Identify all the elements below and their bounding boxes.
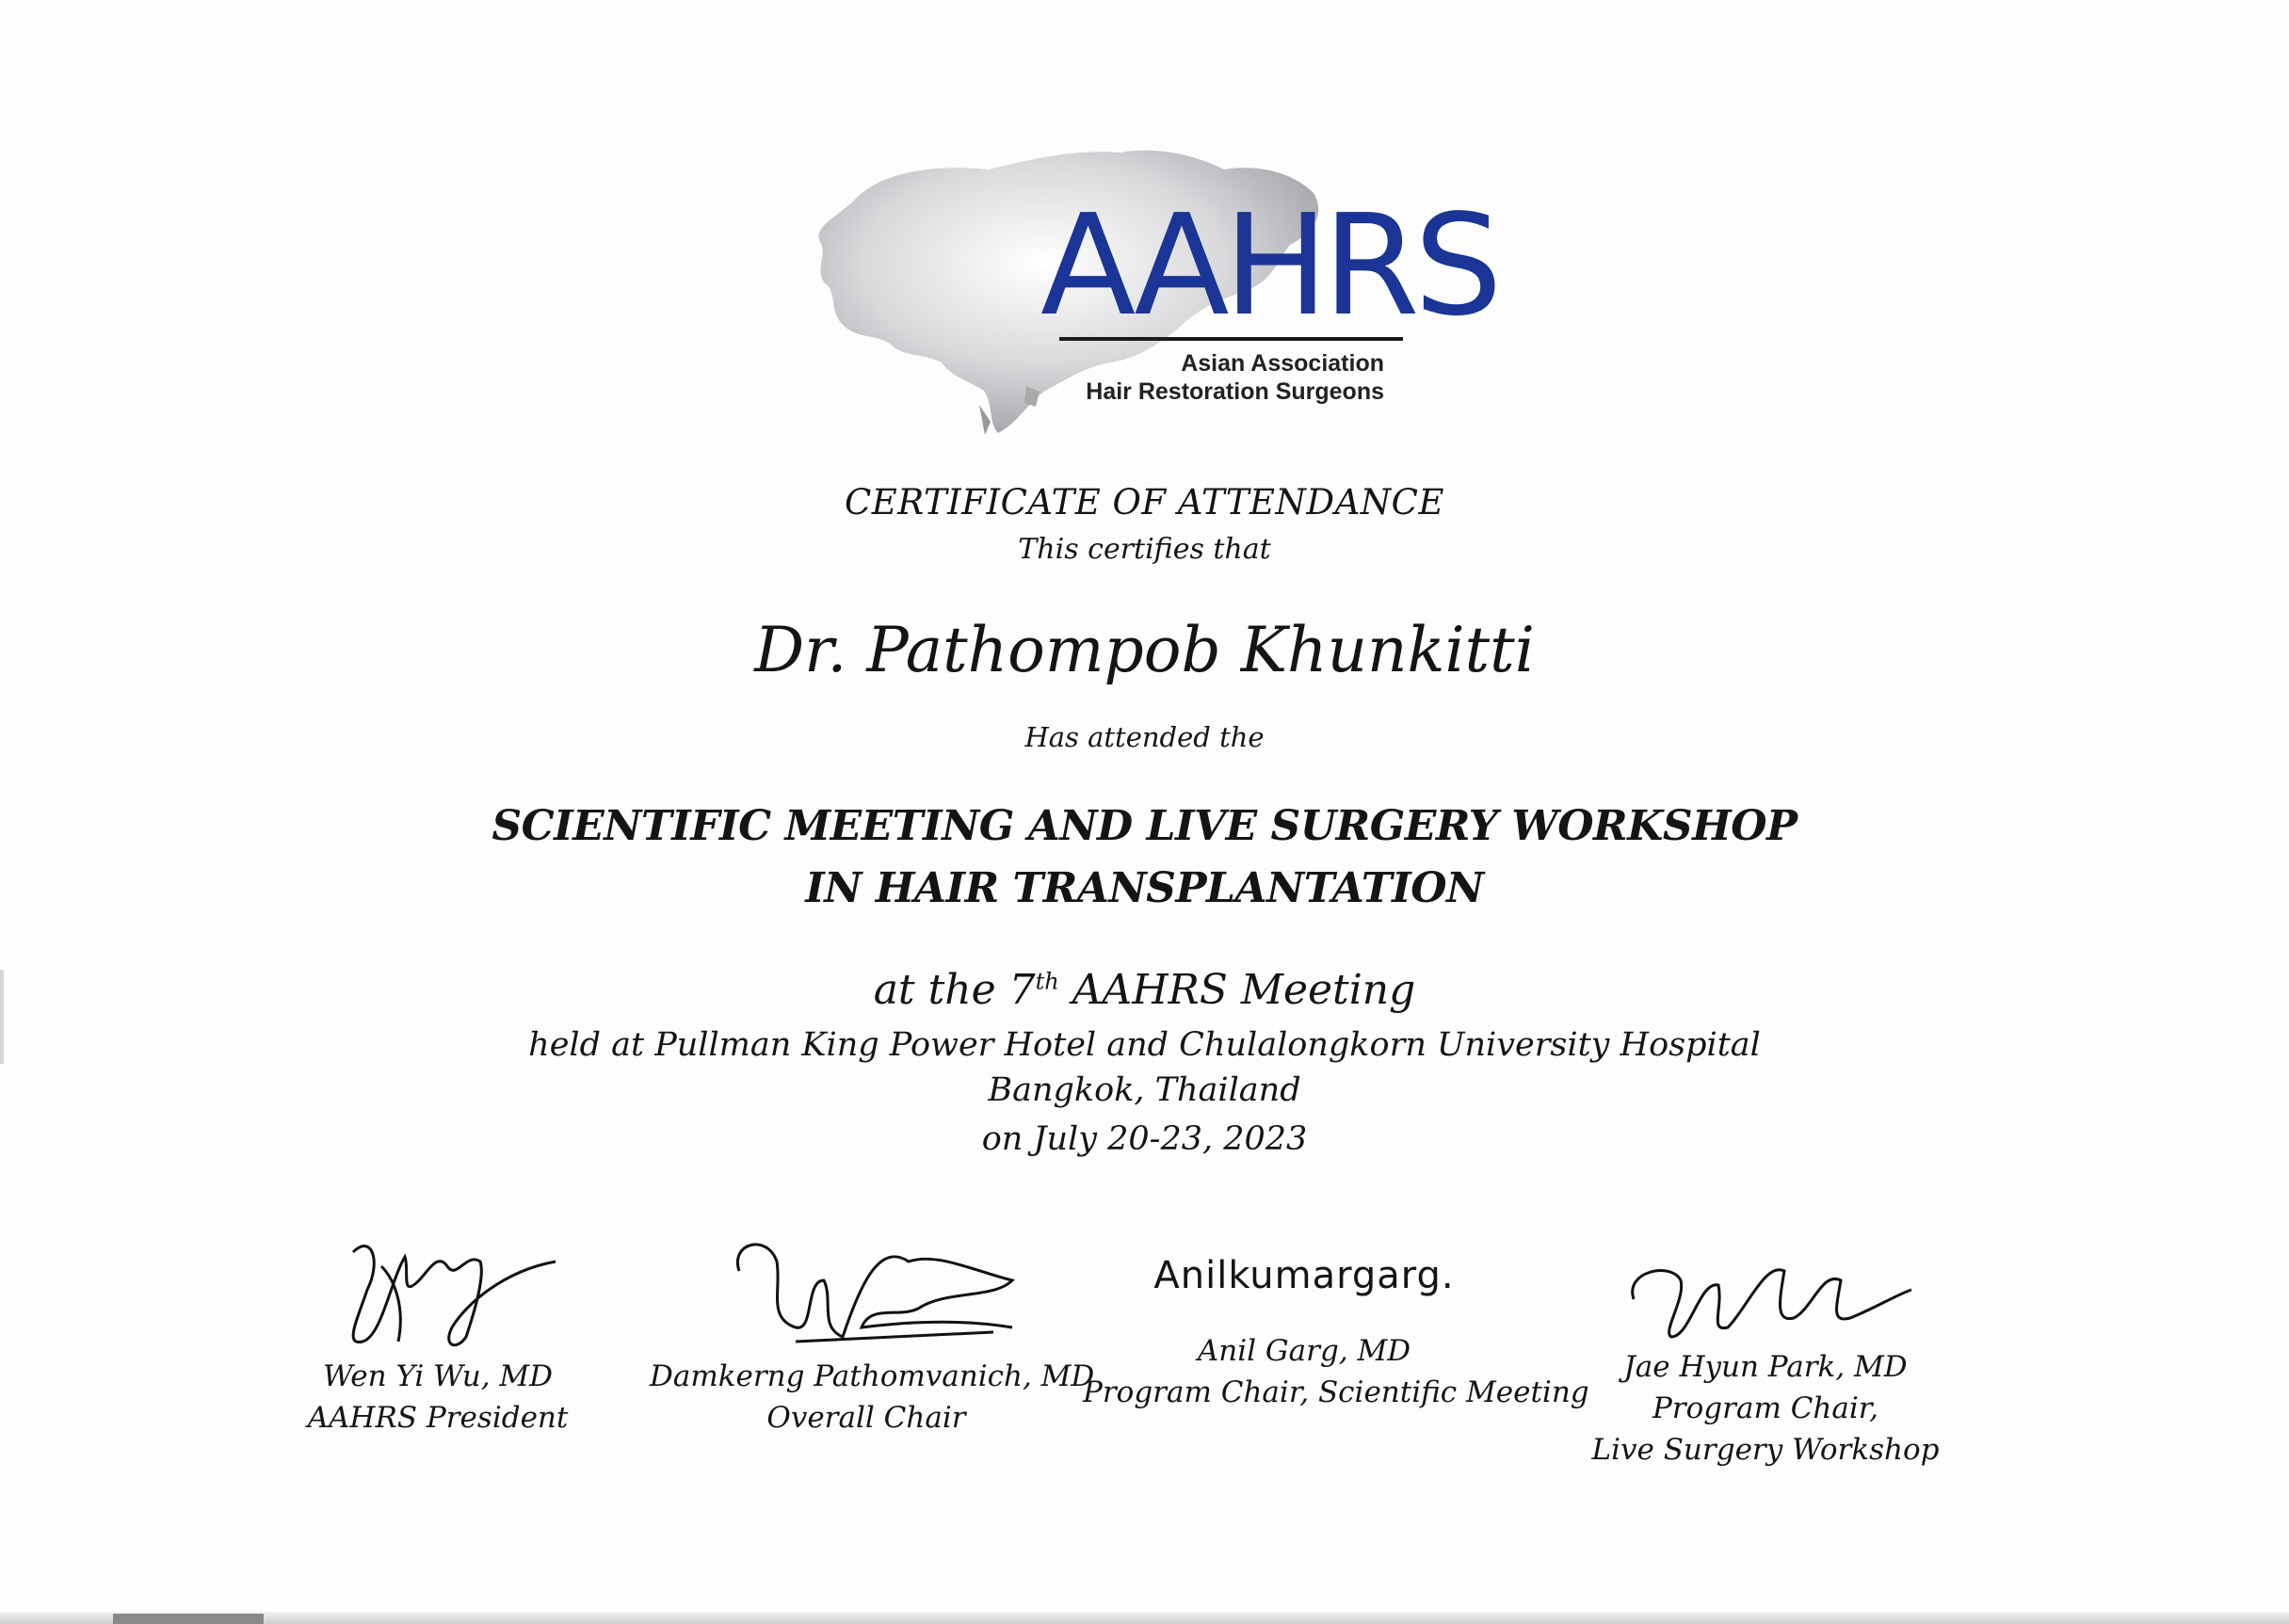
certificate-title: CERTIFICATE OF ATTENDANCE	[844, 482, 1445, 523]
signatory-2-name: Damkerng Pathomvanich, MD	[650, 1359, 1095, 1393]
signature-3: Anilkumargarg.	[1153, 1254, 1455, 1297]
signatory-1	[282, 1214, 593, 1439]
meeting-suffix: AAHRS Meeting	[1058, 966, 1416, 1014]
signatory-3-name: Anil Garg, MD	[1197, 1334, 1411, 1368]
scan-edge-bottom-dark	[113, 1614, 264, 1624]
logo-line-1: Asian Association	[1181, 350, 1384, 377]
certifies-text: This certifies that	[1018, 533, 1271, 566]
aahrs-logo	[800, 141, 1497, 452]
signature-2	[711, 1224, 1022, 1356]
event-title-line-1: SCIENTIFIC MEETING AND LIVE SURGERY WORKSHOP	[492, 802, 1797, 850]
logo-wordmark: AAHRS	[1040, 185, 1497, 346]
signature-1	[315, 1214, 560, 1356]
signatory-1-name: Wen Yi Wu, MD	[322, 1359, 554, 1393]
recipient-name: Dr. Pathompob Khunkitti	[754, 614, 1535, 686]
signatory-3	[1083, 1247, 1589, 1413]
signatory-1-role: AAHRS President	[307, 1401, 569, 1435]
signatory-2-role: Overall Chair	[766, 1401, 966, 1435]
signature-4	[1615, 1243, 1916, 1346]
signatory-4-name: Jae Hyun Park, MD	[1623, 1350, 1908, 1384]
dates-text: on July 20-23, 2023	[981, 1120, 1308, 1158]
meeting-prefix: at the 7	[873, 966, 1036, 1014]
signatory-4	[1582, 1243, 1949, 1471]
attended-text: Has attended the	[1024, 721, 1265, 753]
scan-edge-bottom	[0, 1612, 2289, 1624]
meeting-ordinal: th	[1035, 968, 1059, 995]
signatory-4-role: Program Chair,	[1652, 1391, 1879, 1425]
signatory-2	[650, 1224, 1095, 1439]
venue-text: held at Pullman King Power Hotel and Chulalongkorn University Hospital	[528, 1026, 1761, 1064]
meeting-line	[0, 966, 2289, 1014]
logo-line-2: Hair Restoration Surgeons	[1086, 378, 1384, 405]
event-title-line-2: IN HAIR TRANSPLANTATION	[805, 864, 1484, 912]
signatory-4-role-2: Live Surgery Workshop	[1591, 1433, 1940, 1467]
signatory-3-role: Program Chair, Scientific Meeting	[1083, 1375, 1589, 1409]
city-text: Bangkok, Thailand	[988, 1071, 1301, 1109]
